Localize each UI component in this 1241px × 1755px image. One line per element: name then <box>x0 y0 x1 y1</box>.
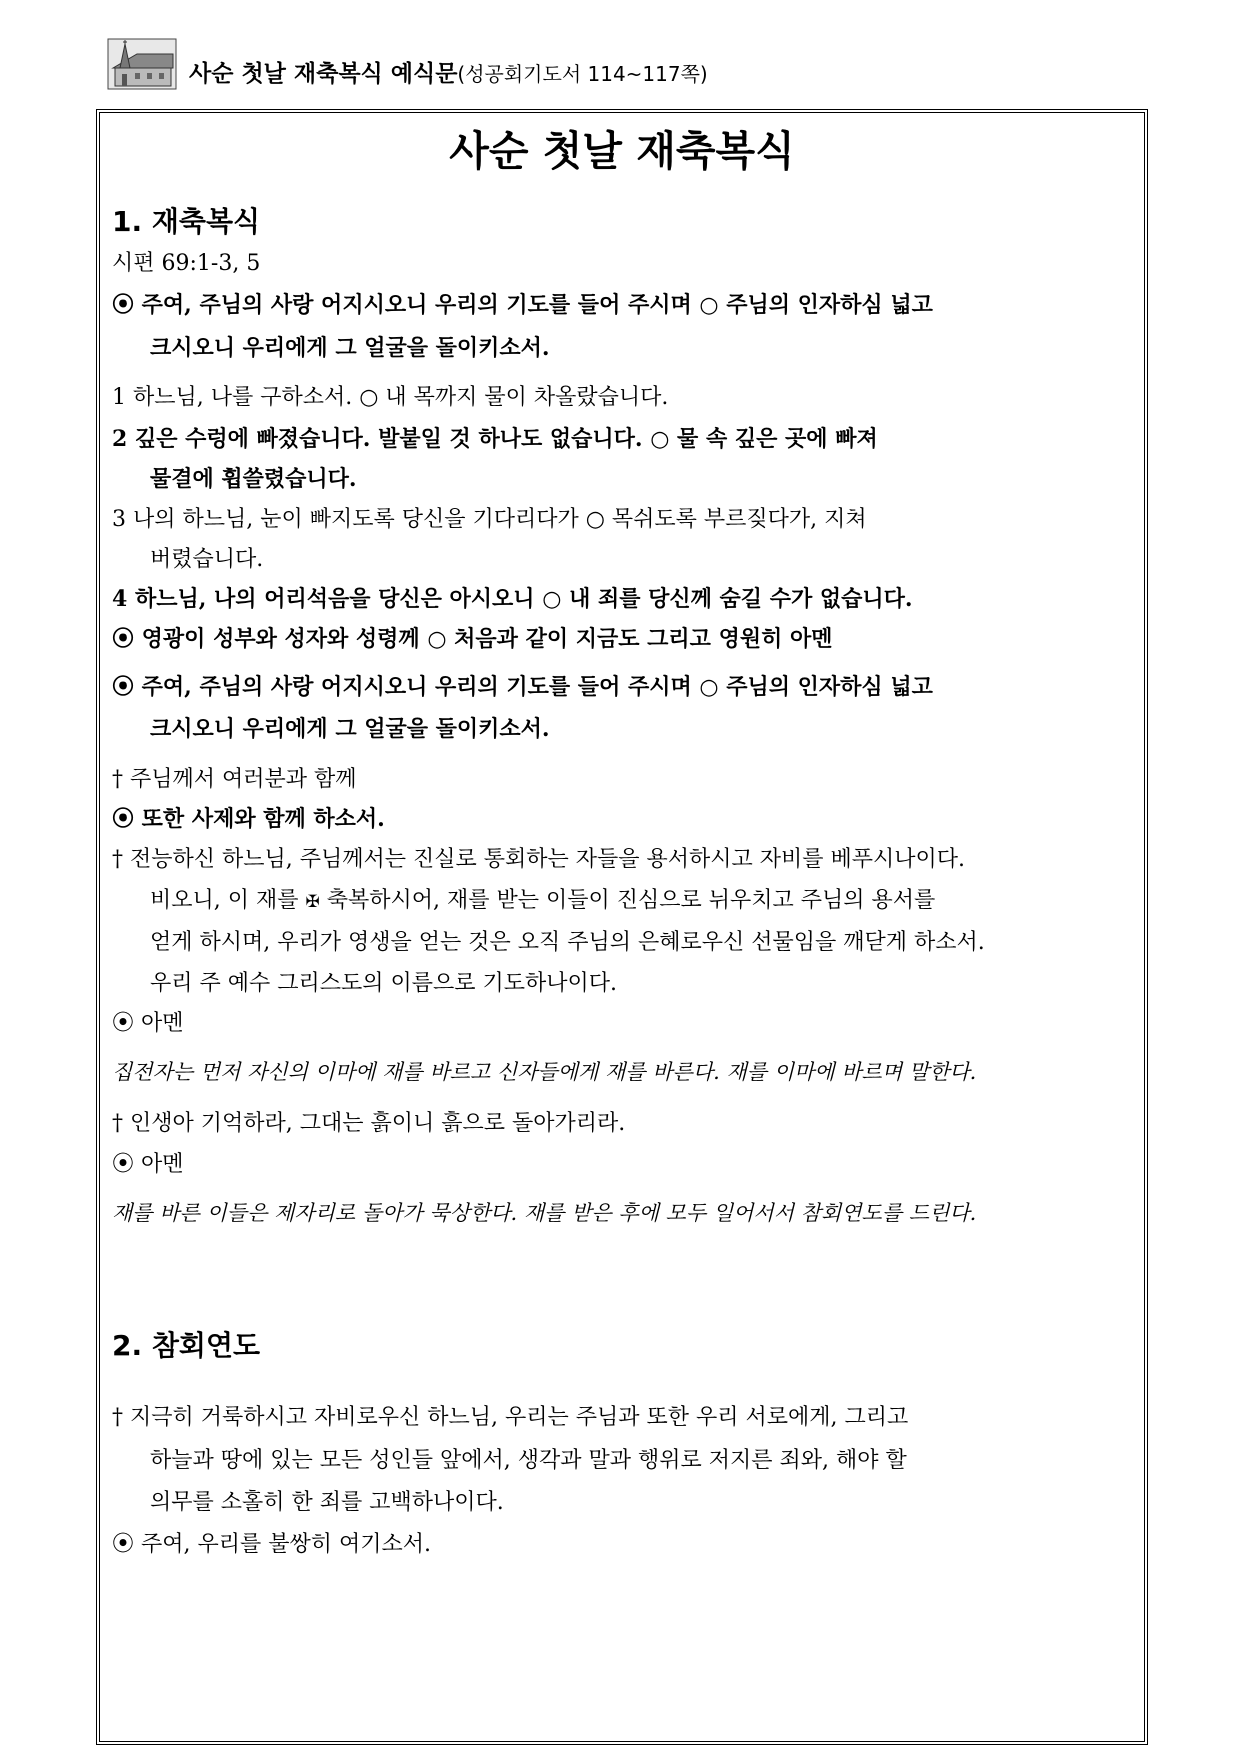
verse-2-line2: 물결에 휩쓸렸습니다. <box>150 466 357 492</box>
litany-line3: 의무를 소홀히 한 죄를 고백하나이다. <box>150 1490 504 1515</box>
greeting: † 주님께서 여러분과 함께 <box>112 767 357 792</box>
section1-heading: 1. 재축복식 <box>112 205 261 238</box>
verse-3-line1: 3 나의 하느님, 눈이 빠지도록 당신을 기다리다가 ○ 목쉬도록 부르짖다가, 지쳐 <box>112 507 867 532</box>
section2-heading: 2. 참회연도 <box>112 1329 261 1362</box>
antiphon-b-line1: ⦿ 주여, 주님의 사랑 어지시오니 우리의 기도를 들어 주시며 ○ 주님의 인자하심 넓고 <box>112 674 933 700</box>
document-frame <box>96 109 1148 1745</box>
header-title <box>189 60 708 88</box>
prayer-line2-a: 비오니, 이 재를 <box>150 888 299 913</box>
litany-line2: 하늘과 땅에 있는 모든 성인들 앞에서, 생각과 말과 행위로 저지른 죄와, 해야 할 <box>150 1448 907 1473</box>
psalm-reference: 시편 69:1-3, 5 <box>112 251 261 276</box>
header-title-text: 사순 첫날 재축복식 예식문 <box>189 61 458 87</box>
antiphon-a-line2: 크시오니 우리에게 그 얼굴을 돌이키소서. <box>150 335 550 361</box>
prayer-line4: 우리 주 예수 그리스도의 이름으로 기도하나이다. <box>150 971 618 996</box>
amen-2: ⦿ 아멘 <box>112 1152 184 1177</box>
verse-2-line1: 2 깊은 수렁에 빠졌습니다. 발붙일 것 하나도 없습니다. ○ 물 속 깊은 곳에 빠져 <box>112 426 878 452</box>
gloria-patri: ⦿ 영광이 성부와 성자와 성령께 ○ 처음과 같이 지금도 그리고 영원히 아멘 <box>112 626 833 652</box>
prayer-line3: 얻게 하시며, 우리가 영생을 얻는 것은 오직 주님의 은혜로우신 선물임을 깨닫게 하소서. <box>150 930 985 955</box>
church-icon <box>107 38 177 90</box>
header-subtitle: (성공회기도서 114~117쪽) <box>457 62 708 86</box>
verse-1: 1 하느님, 나를 구하소서. ○ 내 목까지 물이 차올랐습니다. <box>112 385 669 410</box>
greeting-response: ⦿ 또한 사제와 함께 하소서. <box>112 806 385 832</box>
rubric-1: 집전자는 먼저 자신의 이마에 재를 바르고 신자들에게 재를 바른다. 재를 이마에 바르며 말한다. <box>112 1060 977 1084</box>
litany-response: ⦿ 주여, 우리를 불쌍히 여기소서. <box>112 1532 431 1557</box>
verse-3-line2: 버렸습니다. <box>150 547 264 572</box>
prayer-line2-b: 축복하시어, 재를 받는 이들이 진심으로 뉘우치고 주님의 용서를 <box>326 888 936 913</box>
rubric-2: 재를 바른 이들은 제자리로 돌아가 묵상한다. 재를 받은 후에 모두 일어서서 참회연도를 드린다. <box>112 1201 977 1225</box>
prayer-line1: † 전능하신 하느님, 주님께서는 진실로 통회하는 자들을 용서하시고 자비를 베푸시나이다. <box>112 847 965 872</box>
document-title: 사순 첫날 재축복식 <box>449 127 795 175</box>
antiphon-b-line2: 크시오니 우리에게 그 얼굴을 돌이키소서. <box>150 716 550 742</box>
antiphon-a-line1: ⦿ 주여, 주님의 사랑 어지시오니 우리의 기도를 들어 주시며 ○ 주님의 인자하심 넓고 <box>112 292 933 318</box>
amen-1: ⦿ 아멘 <box>112 1011 184 1036</box>
imposition-words: † 인생아 기억하라, 그대는 흙이니 흙으로 돌아가리라. <box>112 1111 626 1136</box>
verse-4: 4 하느님, 나의 어리석음을 당신은 아시오니 ○ 내 죄를 당신께 숨길 수가 없습니다. <box>112 586 913 612</box>
prayer-line2 <box>150 878 1132 925</box>
litany-line1: † 지극히 거룩하시고 자비로우신 하느님, 우리는 주님과 또한 우리 서로에게, 그리고 <box>112 1405 909 1430</box>
blessing-cross-icon: ✠ <box>305 892 320 912</box>
page-header <box>107 38 1147 90</box>
